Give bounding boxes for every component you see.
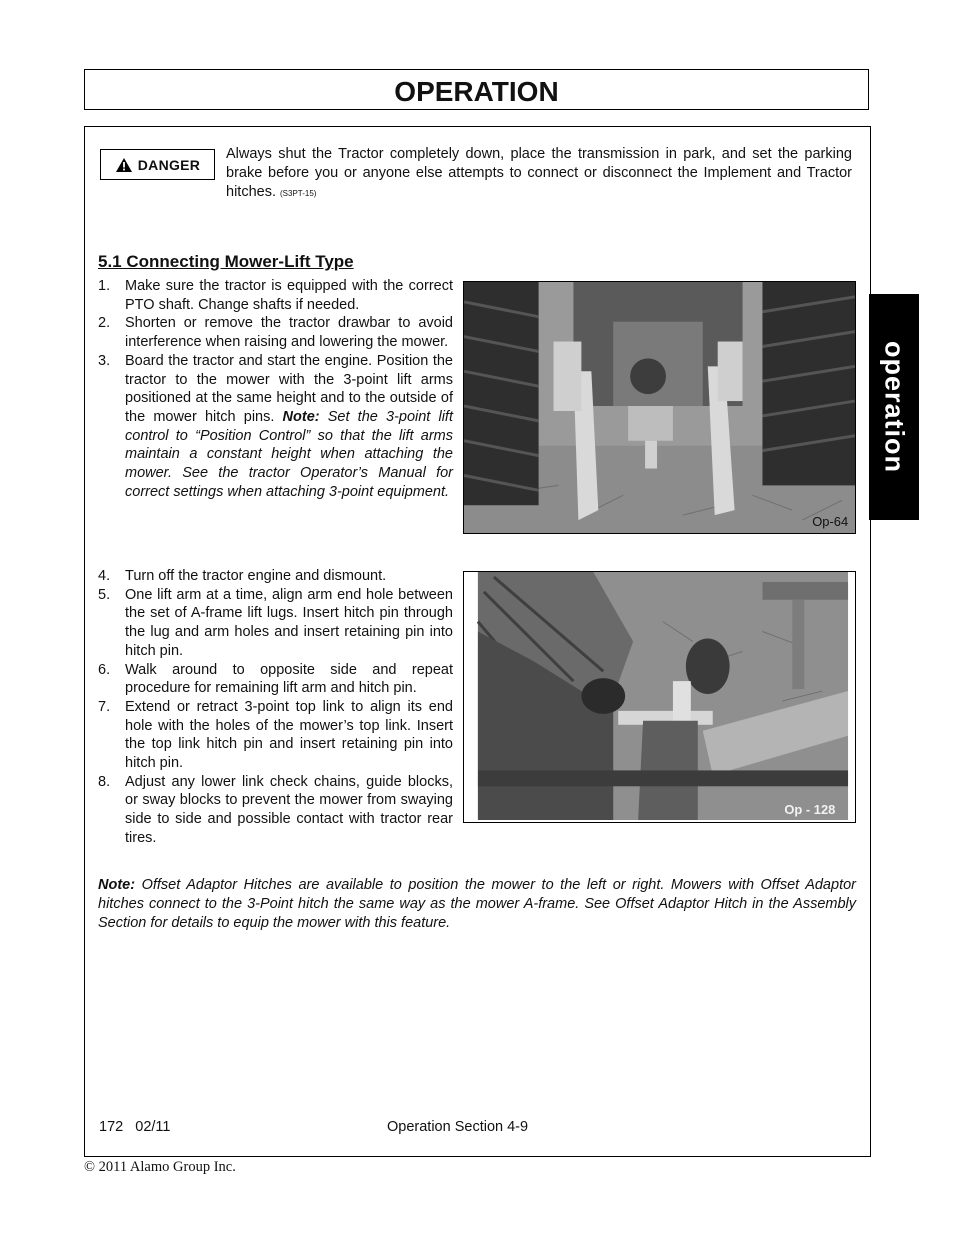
page-number: 172 02/11 bbox=[99, 1119, 171, 1135]
list-item bbox=[98, 773, 453, 848]
step-number: 6. bbox=[98, 661, 111, 678]
step-text: One lift arm at a time, align arm end hole between the set of A-frame lift lugs. Insert hitch pin through the lug and arm holes and insert retaining pin into hitch pin. bbox=[125, 586, 453, 659]
side-tab-label: operation bbox=[879, 340, 910, 474]
offset-adaptor-note bbox=[98, 876, 856, 933]
list-item bbox=[98, 567, 453, 586]
note-text: Set the 3-point lift control to “Position Control” so that the lift arms maintain a constant height when attaching the mower. See the tractor Operator’s Manual for correct settings when attaching 3-point equipment. bbox=[125, 408, 453, 500]
step-number: 5. bbox=[98, 586, 111, 603]
danger-text: Always shut the Tractor completely down, place the transmission in park, and set the parking brake before you or anyone else attempts to connect or disconnect the Implement and Tractor hitches. bbox=[226, 146, 852, 200]
list-item bbox=[98, 586, 453, 661]
hitch-pin-illustration bbox=[464, 572, 855, 822]
warning-triangle-icon bbox=[115, 157, 133, 173]
danger-code: (S3PT-15) bbox=[280, 189, 317, 198]
copyright: © 2011 Alamo Group Inc. bbox=[84, 1159, 236, 1175]
list-item bbox=[98, 698, 453, 773]
step-number: 4. bbox=[98, 568, 111, 584]
list-item bbox=[98, 352, 453, 502]
danger-badge bbox=[100, 149, 215, 180]
list-item bbox=[98, 661, 453, 698]
photo-caption: Op - 128 bbox=[784, 802, 836, 818]
step-text: Turn off the tractor engine and dismount. bbox=[125, 568, 387, 584]
step-text: Board the tractor and start the engine. Position the tractor to the mower with the 3-point lift arms positioned at the same height and to the outside of the mower hitch pins. bbox=[125, 352, 453, 425]
steps-list-a bbox=[98, 277, 453, 501]
list-item bbox=[98, 277, 453, 314]
section-heading: 5.1 Connecting Mower-Lift Type bbox=[98, 252, 354, 271]
header-box bbox=[84, 69, 869, 110]
photo-caption: Op-64 bbox=[812, 514, 849, 530]
tractor-hitch-illustration bbox=[464, 282, 855, 533]
step-number: 3. bbox=[98, 352, 111, 369]
note-label: Note: bbox=[98, 877, 136, 893]
hitch-pin-photo bbox=[463, 571, 856, 823]
step-text: Shorten or remove the tractor drawbar to avoid interference when raising and lowering the mower. bbox=[125, 315, 453, 351]
step-number: 7. bbox=[98, 698, 111, 715]
step-text: Walk around to opposite side and repeat procedure for remaining lift arm and hitch pin. bbox=[125, 661, 453, 697]
section-reference: Operation Section 4-9 bbox=[387, 1119, 529, 1135]
note-text: Offset Adaptor Hitches are available to position the mower to the left or right. Mowers with Offset Adaptor hitches connect to the 3-Point hitch the same way as the mower A-frame. See Offset Adaptor Hitch in the Assembly Section for details to equip the mower with this feature. bbox=[98, 877, 856, 931]
step-text-with-note bbox=[125, 352, 453, 502]
list-item bbox=[98, 314, 453, 351]
step-number: 8. bbox=[98, 773, 111, 790]
section-side-tab bbox=[869, 294, 919, 520]
danger-label: DANGER bbox=[137, 156, 201, 173]
step-text: Make sure the tractor is equipped with the correct PTO shaft. Change shafts if needed. bbox=[125, 278, 453, 313]
steps-list-b bbox=[98, 567, 453, 848]
page-title: OPERATION bbox=[394, 76, 559, 107]
step-text: Adjust any lower link check chains, guide blocks, or sway blocks to prevent the mower from swaying side to side and possible contact with tractor rear tires. bbox=[125, 773, 453, 846]
step-text: Extend or retract 3-point top link to align its end hole with the holes of the mower’s top link. Insert the top link hitch pin and insert retaining pin into hitch pin. bbox=[125, 698, 453, 772]
danger-message bbox=[226, 145, 852, 203]
step-number: 2. bbox=[98, 315, 111, 332]
step-number: 1. bbox=[98, 278, 111, 294]
tractor-hitch-photo bbox=[463, 281, 856, 534]
note-label: Note: bbox=[282, 408, 320, 425]
